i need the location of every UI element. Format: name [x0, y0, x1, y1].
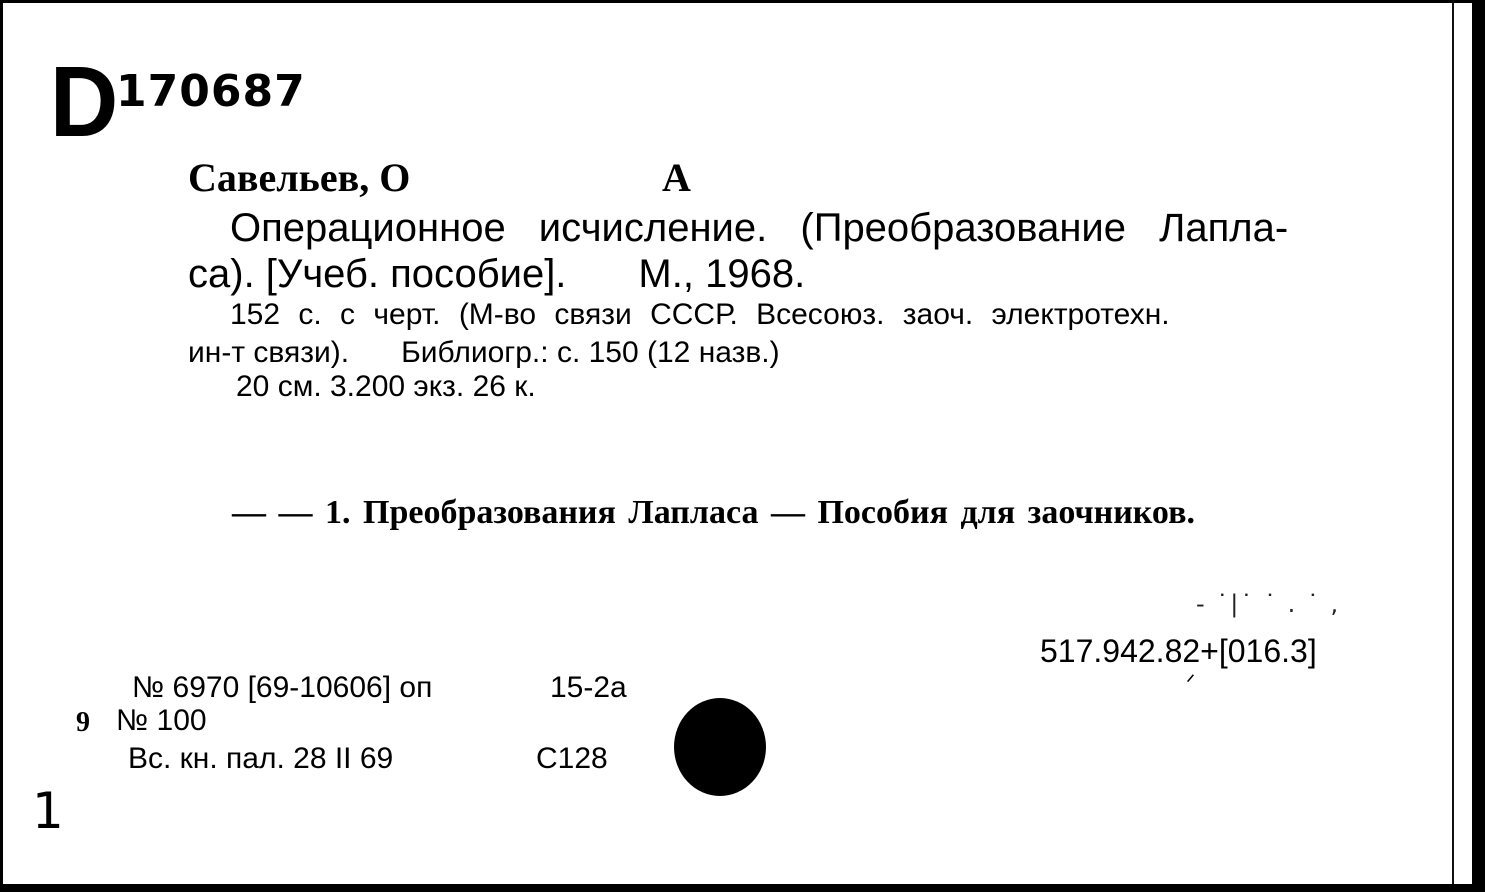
accession-line-2: № 100 — [116, 704, 207, 737]
title-line-1: Операционное исчисление. (Преобразование Лапла- — [230, 206, 1289, 250]
card-edge-left — [0, 0, 3, 892]
card-edge-right-inner — [1452, 0, 1454, 892]
card-edge-bottom — [0, 884, 1485, 892]
physical-description-line-1: 152 с. с черт. (М-во связи СССР. Всесоюз. заоч. электротехн. — [230, 298, 1170, 331]
publication-info: М., 1968. — [638, 252, 806, 296]
physical-description-line-2 — [188, 338, 780, 368]
tick-mark: ᐟ — [1186, 670, 1196, 695]
author-second-initial: А — [662, 155, 691, 200]
udc-classification: 517.942.82+[016.3] — [1040, 633, 1317, 669]
punch-hole — [674, 698, 766, 796]
accession-line-3-right: С128 — [536, 742, 608, 775]
catalog-number: 170687 — [116, 66, 306, 117]
handwritten-mark: 1 — [32, 782, 64, 840]
catalog-letter: D — [49, 46, 119, 158]
physical-description-line-3: 20 см. 3.200 экз. 26 к. — [236, 370, 536, 403]
bibliography-note: Библиогр.: с. 150 (12 назв.) — [401, 336, 780, 369]
card-edge-top — [0, 0, 1485, 3]
accession-line-3: Вс. кн. пал. 28 II 69 — [128, 742, 394, 775]
card-edge-right — [1472, 0, 1485, 892]
author-name: Савельев, О — [188, 155, 411, 200]
accession-line-1-right: 15-2а — [550, 671, 627, 704]
title-line-2 — [188, 254, 805, 294]
title-line-2-start: са). [Учеб. пособие]. — [188, 252, 567, 296]
smudge-marks: - ˙|˙ ˙ . ˙ , — [1196, 590, 1341, 618]
subject-heading: — — 1. Преобразования Лапласа — Пособия для заочников. — [232, 494, 1195, 531]
physical-line-2-start: ин-т связи). — [188, 336, 350, 369]
accession-line-1: № 6970 [69-10606] оп — [132, 671, 433, 704]
accession-line-2-prefix: 9 — [76, 707, 90, 738]
